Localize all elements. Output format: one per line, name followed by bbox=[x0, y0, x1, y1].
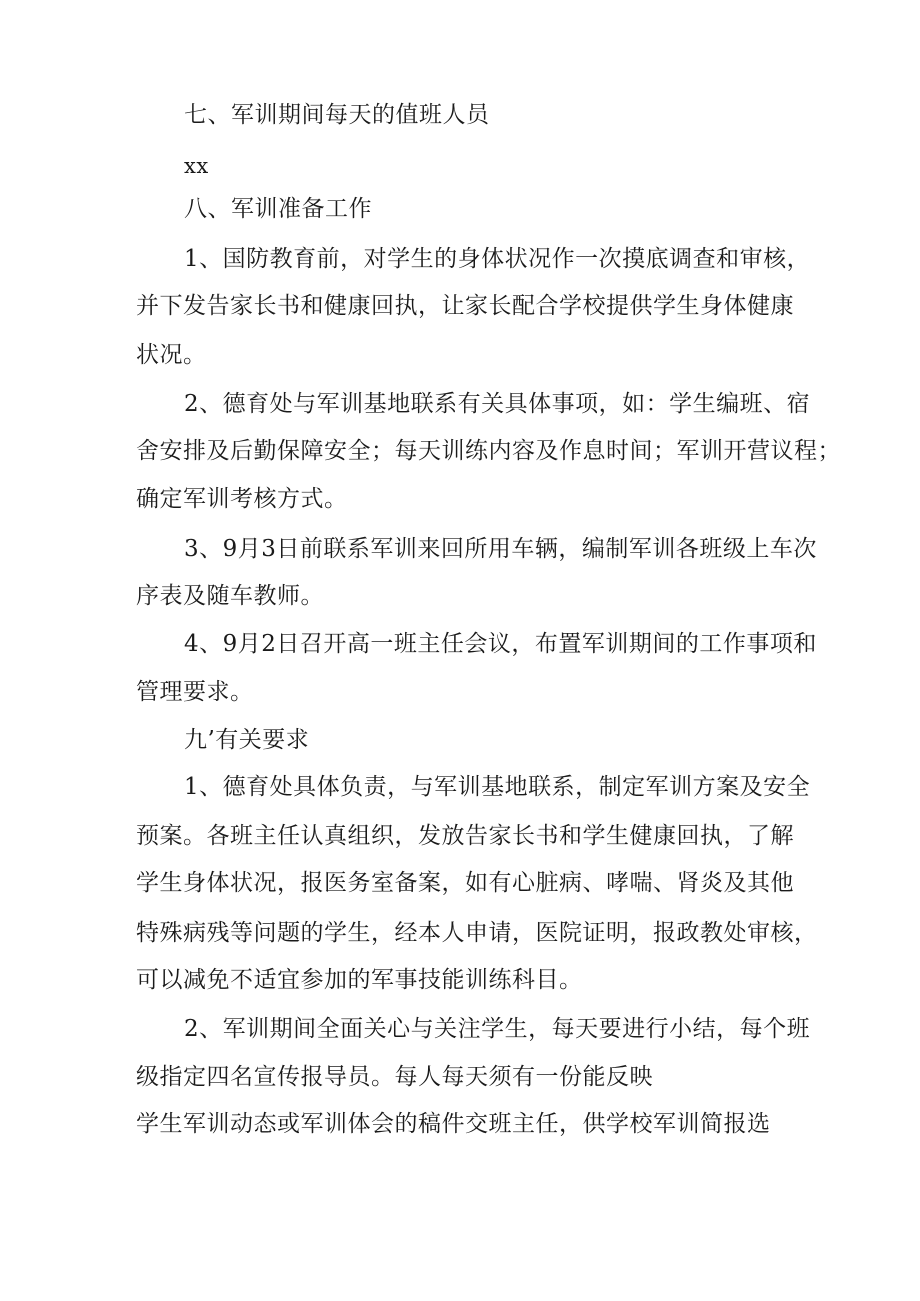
paragraph-line: 确定军训考核方式。 bbox=[136, 486, 348, 512]
paragraph-line: 状况。 bbox=[136, 342, 207, 368]
paragraph-line: 2、德育处与军训基地联系有关具体事项，如：学生编班、宿 bbox=[184, 391, 811, 417]
heading-requirements: 九’有关要求 bbox=[184, 727, 310, 753]
paragraph-line: 级指定四名宣传报导员。每人每天须有一份能反映 bbox=[136, 1064, 653, 1090]
paragraph-line: 并下发告家长书和健康回执，让家长配合学校提供学生身体健康 bbox=[136, 293, 794, 319]
paragraph-line: 2、军训期间全面关心与关注学生，每天要进行小结，每个班 bbox=[184, 1016, 811, 1042]
paragraph-line: 学生身体状况，报医务室备案，如有心脏病、哮喘、肾炎及其他 bbox=[136, 870, 794, 896]
paragraph-line: 1、国防教育前，对学生的身体状况作一次摸底调查和审核， bbox=[184, 246, 811, 272]
duty-staff-value: xx bbox=[184, 154, 209, 178]
paragraph-line: 管理要求。 bbox=[136, 679, 254, 705]
paragraph-line: 特殊病残等问题的学生，经本人申请，医院证明，报政教处审核， bbox=[136, 920, 818, 946]
paragraph-line: 4、9月2日召开高一班主任会议，布置军训期间的工作事项和 bbox=[184, 631, 817, 657]
paragraph-line: 预案。各班主任认真组织，发放告家长书和学生健康回执，了解 bbox=[136, 823, 794, 849]
paragraph-line: 序表及随车教师。 bbox=[136, 583, 324, 609]
heading-duty-staff: 七、军训期间每天的值班人员 bbox=[184, 102, 490, 128]
paragraph-line: 1、德育处具体负责，与军训基地联系，制定军训方案及安全 bbox=[184, 774, 811, 800]
heading-preparation: 八、军训准备工作 bbox=[184, 196, 372, 222]
paragraph-line: 3、9月3日前联系军训来回所用车辆，编制军训各班级上车次 bbox=[184, 536, 817, 562]
paragraph-line: 舍安排及后勤保障安全；每天训练内容及作息时间；军训开营议程； bbox=[136, 438, 841, 464]
paragraph-line: 可以减免不适宜参加的军事技能训练科目。 bbox=[136, 967, 583, 993]
paragraph-line: 学生军训动态或军训体会的稿件交班主任，供学校军训简报选 bbox=[136, 1111, 771, 1137]
